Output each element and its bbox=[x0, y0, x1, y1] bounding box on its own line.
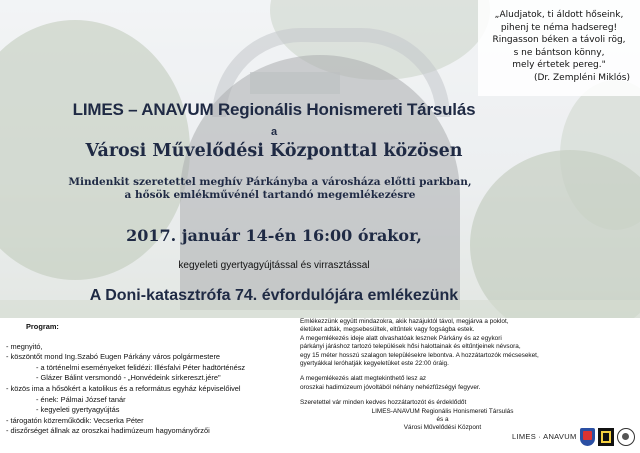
poem-line: s ne bántson könny, bbox=[513, 47, 605, 58]
program-item: - megnyitó, bbox=[6, 341, 43, 351]
candle-lighting-text: kegyeleti gyertyagyújtással és virrasztással bbox=[178, 260, 370, 271]
welcome-line: Szeretettel vár minden kedves hozzátartozót és érdeklődőt bbox=[300, 399, 467, 407]
program-item: - ének: Pálmai József tanár bbox=[36, 394, 126, 404]
cultural-center-logo-icon bbox=[598, 428, 614, 446]
poem-line: pihenj te néma hadsereg! bbox=[500, 22, 618, 33]
event-description bbox=[300, 318, 585, 433]
signature-line: és a bbox=[436, 416, 449, 424]
description-line: A megemlékezés ideje alatt olvashatóak lesznek Párkány és az egykori bbox=[300, 334, 502, 342]
poem-line: Ringasson béken a távoli rög, bbox=[492, 35, 626, 45]
invitation-text bbox=[0, 176, 540, 202]
limes-anavum-logo: LIMES · ANAVUM bbox=[512, 432, 577, 441]
city-coat-of-arms-icon bbox=[580, 428, 595, 446]
anniversary-title: A Doni-katasztrófa 74. évfordulójára emlékezünk bbox=[89, 287, 459, 304]
description-line: életüket adták, megsebesültek, eltűntek vagy fogságba estek. bbox=[300, 326, 475, 334]
poem-author: (Dr. Zempléni Miklós) bbox=[533, 72, 630, 83]
program-item: - a történelmi eseményeket felidézi: Illésfalvi Péter hadtörténész bbox=[36, 362, 246, 372]
cultural-center-title: Városi Művelődési Központtal közösen bbox=[85, 141, 463, 161]
description-line: oroszkai hadimúzeum jóvoltából néhány nehézfűzségyi fegyver. bbox=[300, 383, 481, 391]
program-item: - közös ima a hősökért a katolikus és a református egyház képviselőivel bbox=[6, 383, 241, 393]
signature-line: Városi Művelődési Központ bbox=[403, 424, 482, 432]
organization-title: LIMES – ANAVUM Regionális Honismereti Társulás bbox=[72, 100, 476, 119]
program-title: Program: bbox=[26, 322, 59, 331]
connector-text: a bbox=[270, 126, 278, 138]
description-line: egy 15 méter hosszú szalagon településekre lebontva. A hozzátartozók mécseseket, bbox=[300, 351, 539, 359]
program-item: - diszőrséget állnak az oroszkai hadimúzeum hagyományőrzői bbox=[6, 426, 210, 436]
signature-line: LIMES-ANAVUM Regionális Honismereti Társulás bbox=[371, 407, 514, 415]
program-item: - köszöntőt mond Ing.Szabó Eugen Párkány város polgármestere bbox=[6, 352, 221, 362]
poem bbox=[484, 9, 634, 84]
description-line: gyertyákkal leróhatják kegyeletüket este 22:00 óráig. bbox=[300, 360, 449, 368]
description-line: A megemlékezés alatt megtekinthető lesz az bbox=[300, 375, 427, 383]
poem-line: mely értetek pereg." bbox=[512, 60, 606, 70]
event-date: 2017. január 14-én 16:00 órakor, bbox=[126, 226, 422, 245]
museum-seal-icon bbox=[617, 428, 635, 446]
description-line: Emlékezzünk együtt mindazokra, akik hazájuktól távol, megjárva a poklot, bbox=[300, 318, 509, 325]
program-item: - Glázer Bálint versmondó - „Honvédeink sírkereszt.jére" bbox=[36, 373, 221, 383]
poem-line: „Aludjatok, ti áldott hőseink, bbox=[494, 10, 624, 20]
description-line: párkányi járáshoz tartozó települések hősi halottainak és eltűntjeinek névsora, bbox=[300, 343, 521, 351]
invitation-line: Mindenkit szeretettel meghív Párkányba a városháza előtti parkban, bbox=[68, 176, 472, 188]
invitation-line: a hősök emlékművénél tartandó megemlékezésre bbox=[124, 189, 416, 201]
program-list bbox=[6, 320, 306, 437]
program-item: - tárogatón közreműködik: Vecserka Péter bbox=[6, 415, 144, 425]
program-item: - kegyeleti gyertyagyújtás bbox=[36, 405, 120, 415]
